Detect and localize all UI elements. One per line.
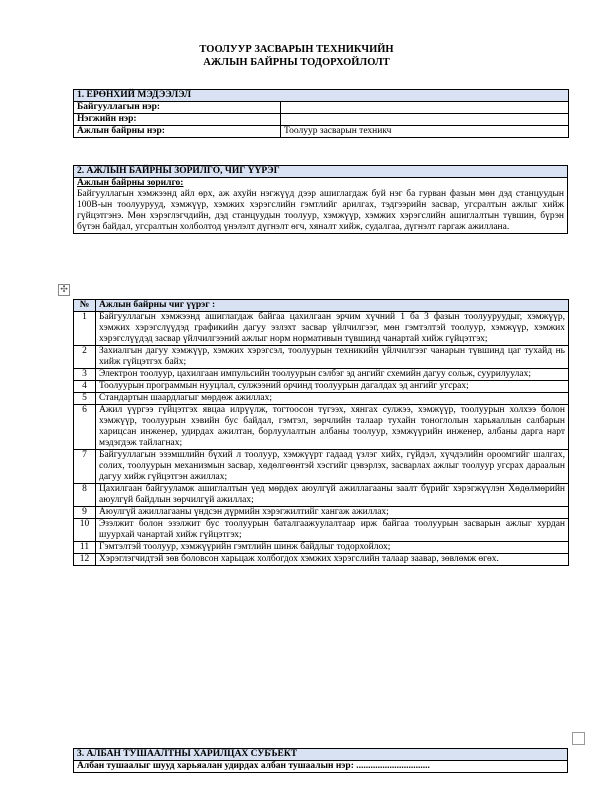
duty-number: 3 [74,369,96,381]
section3-header: 3. АЛБАН ТУШААЛТНЫ ХАРИЛЦАХ СУБЪЕКТ [74,749,568,761]
purpose-table [73,165,568,234]
org-name-label: Байгууллагын нэр: [74,102,281,114]
purpose-text: Байгууллагын хэмжээнд айл өрх, аж ахуйн нэгжүүд дээр ашиглагдаж буй нэг ба гурван фазын мөн дэд станцуудын 100В-ын тоолуурууд, хэмжүүр, хэмжих хэрэгслийн гэмтлийг арилгах, тэдгээрийн засвар, угсралтын ажлыг хийж гүйцэтгэнэ. Мөн хэрэглэгчдийн, дэд станцуудын тоолуур, хэмжүүр, хэмжих хэрэгслийн ашиглалтын түвшин, бүрэн бүтэн байдал, угсралтын холболтод үнэлэлт дүгнэлт өгч, хяналт хийж, судалгаа, дүгнэлт гаргаж ажиллана. [77,189,564,232]
duty-text: Ажил үүргээ гүйцэтгэх явцаа илрүүлж, тогтоосон түгээх, хянгах сулжээ, хэмжүүр, тоолуурын холхээ болон хэмжүүр, тоолуурын хэвийн бус байдал, гэмтэл, зөрчлийн талаар тухайн тоноглолын харьяаллын салбарын харицсан инженер, удирдах ажилтан, борлуулалтын албаны тоолуур, хэмжүүрийн инженер, албаны дарга нарт мэдэгдэж тайлагнах; [96,405,569,450]
duty-number: 6 [74,405,96,450]
duty-text: Стандартын шаардлагыг мөрдөж ажиллах; [96,393,569,405]
duty-text: Электрон тоолуур, цахилгаан импульсийн тоолуурын сэлбэг эд ангийг схемийн дагуу сольж, суурилуулах; [96,369,569,381]
duty-number: 7 [74,450,96,484]
duty-number: 11 [74,542,96,554]
table-move-handle-icon[interactable]: ✣ [58,284,70,296]
duties-table [73,299,569,566]
duty-text: Аюулгүй ажиллагааны үндсэн дүрмийн хэрэгжилтийг хангаж ажиллах; [96,507,569,519]
duty-text: Тоолуурын программын нууцлал, сулжээний орчинд тоолуурын дагалдах эд ангийг угсрах; [96,381,569,393]
duty-text: Эзэлжит болон эзэлжит бус тоолуурын баталгаажуулалтаар ирж байгаа тоолуурын засварын ажлыг хурдан шуурхай чанартай хийж гүйцэтгэх; [96,519,569,542]
duties-col-title: Ажлын байрны чиг үүрэг : [96,300,569,312]
job-title-label: Ажлын байрны нэр: [74,126,281,138]
duties-col-no: № [74,300,96,312]
contact-table [73,748,568,773]
org-name-value[interactable] [281,102,569,114]
duty-number: 9 [74,507,96,519]
duty-text: Цахилгаан байгууламж ашиглалтын үед мөрдөх аюулгүй ажиллагааны заалт бүрийг хэрэгжүүлэн Хөдөлмөрийн аюулгүй байдлын зөрчилгүй ажиллах; [96,484,569,507]
duty-text: Байгууллагын эзэмшлийн бүхий л тоолуур, хэмжүүрт гадаад үзлэг хийх, гүйдэл, хүчдэлийн ороомгийг шалгах, солих, тоолуурын механизмын засвар, хөдөлгөөнтэй хэсгийг цэвэрлэх, засварлах ажлыг тоолуур угсрах дараалын дагуу хийж гүйцэтгэн ажиллах; [96,450,569,484]
duty-text: Гэмтэлтэй тоолуур, хэмжүүрийн гэмтлийн шинж байдлыг тодорхойлох; [96,542,569,554]
supervisor-line[interactable]: Албан тушаалыг шууд харьяалан удирдах албан тушаалын нэр: ............................... [74,761,568,773]
duty-text: Хэрэглэгчидтэй зөв боловсон харьцаж холбогдох хэмжих хэрэгслийн талаар заавар, зөвлөмж өгөх. [96,554,569,566]
general-info-table [73,89,569,138]
duty-number: 1 [74,312,96,346]
duty-number: 10 [74,519,96,542]
duty-text: Байгууллагын хэмжээнд ашиглагдаж байгаа цахилгаан эрчим хүчний 1 ба 3 фазын тоолууруудыг, хэмжүүр, хэмжих хэрэгслүүдэд графикийн дагуу эзлэхт засвар үйлчилгээг, мөн гэмтэлтэй тоолуур, хэмжүүр, хэмжих хэрэгслүүдэд засвар үйлчилгээний ажлыг норм нормативын түвшинд чанартай хийж гүйцэтгэх; [96,312,569,346]
job-title-value[interactable]: Тоолуур засварын техникч [281,126,569,138]
unit-name-label: Нэгжийн нэр: [74,114,281,126]
doc-title-line2: АЖЛЫН БАЙРНЫ ТОДОРХОЙЛОЛТ [203,57,390,68]
unit-name-value[interactable] [281,114,569,126]
doc-title-line1: ТООЛУУР ЗАСВАРЫН ТЕХНИКЧИЙН [199,44,394,55]
duty-number: 5 [74,393,96,405]
table-resize-handle[interactable] [572,732,585,745]
duty-number: 12 [74,554,96,566]
duty-text: Захиалгын дагуу хэмжүүр, хэмжих хэрэгсэл, тоолуурын техникийн үйлчилгээг чанарын түвшинд цаг тухайд нь хийж гүйцэтгэх байх; [96,346,569,369]
purpose-subheading: Ажлын байрны зорилго: [77,178,184,188]
duty-number: 4 [74,381,96,393]
purpose-cell [74,178,568,234]
section2-header: 2. АЖЛЫН БАЙРНЫ ЗОРИЛГО, ЧИГ ҮҮРЭГ [74,166,568,178]
section1-header: 1. ЕРӨНХИЙ МЭДЭЭЛЭЛ [74,90,569,102]
duty-number: 8 [74,484,96,507]
duty-number: 2 [74,346,96,369]
